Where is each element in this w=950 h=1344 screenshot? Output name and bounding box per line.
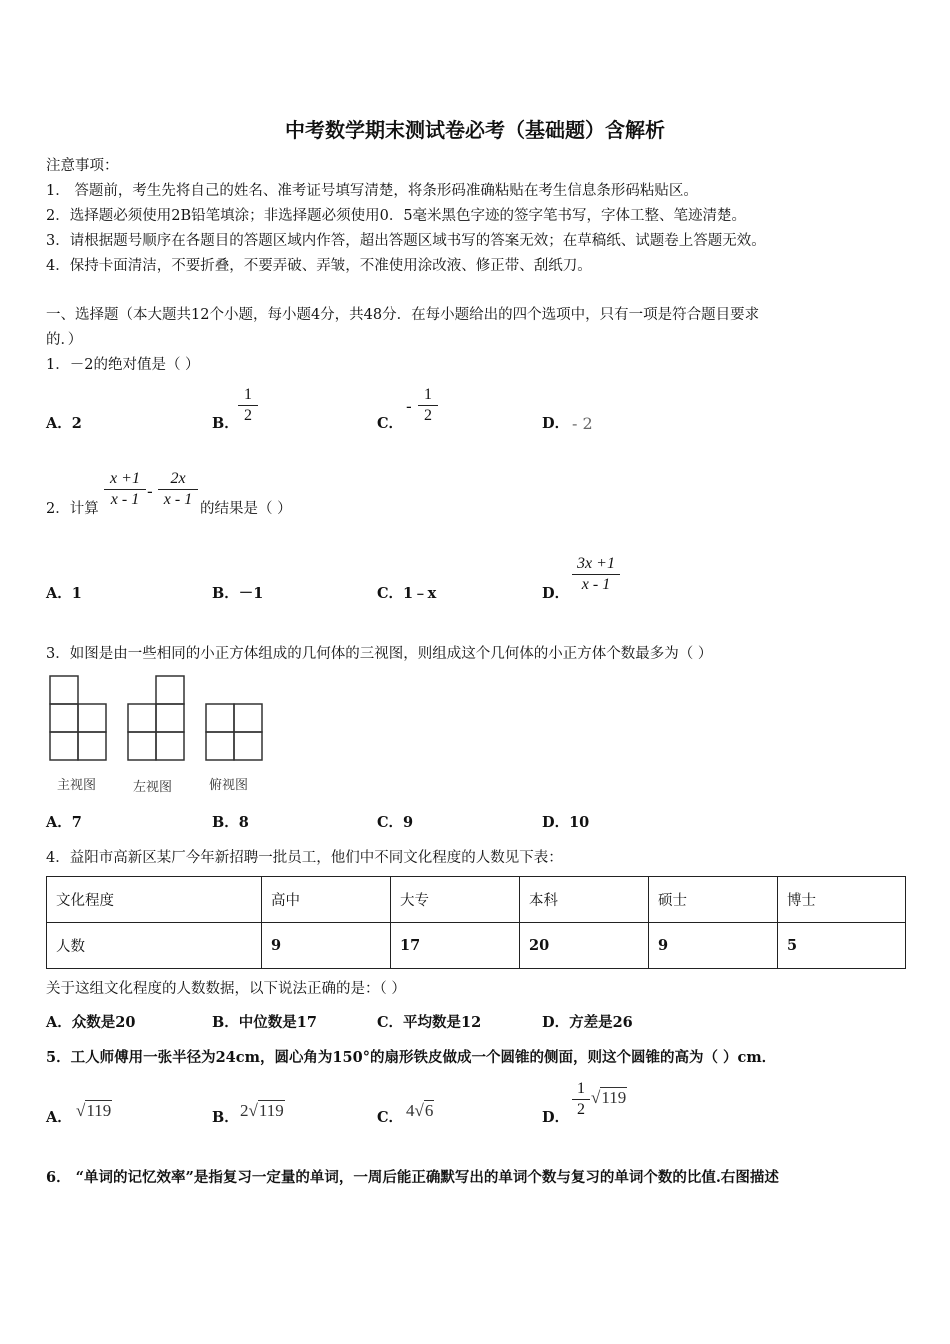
q5-d-denominator: 2 [577, 1101, 585, 1118]
q2-minus-sign: - [147, 482, 153, 502]
q1-b-numerator: 1 [244, 386, 252, 403]
q2-f2-denominator: x - 1 [163, 491, 193, 508]
q5-a-value [76, 1101, 112, 1121]
page-title: 中考数学期末测试卷必考（基础题）含解析 [285, 118, 665, 142]
q3-option-c: C．9 [377, 814, 414, 831]
q5-option-c: C． [377, 1109, 404, 1126]
q5-d-numerator: 1 [577, 1080, 585, 1097]
q4-option-b: B．中位数是17 [212, 1014, 317, 1031]
q5-d-root [591, 1088, 627, 1108]
section-heading-line2: 的．） [46, 332, 83, 348]
table-cell: 人数 [47, 923, 262, 969]
q3-option-b: B．8 [212, 814, 249, 831]
q2-option-d: D． [542, 585, 570, 602]
notice-item-2: 2．选择题必须使用2B铅笔填涂；非选择题必须使用0．5毫米黑色字迹的签字笔书写，字体工整、笔迹清楚。 [46, 208, 747, 224]
q2-fraction-1 [104, 469, 146, 510]
q2-option-b: B．－1 [212, 585, 264, 602]
table-cell: 本科 [520, 877, 649, 923]
q5-a-radicand: 119 [86, 1101, 112, 1120]
q2-fraction-2 [158, 469, 198, 510]
front-view-label: 主视图 [57, 778, 97, 793]
q1-option-b-fraction [238, 385, 258, 426]
q2-prefix: 2．计算 [46, 501, 99, 517]
q5-c-radicand: 6 [424, 1101, 434, 1120]
q4-option-c: C．平均数是12 [377, 1014, 482, 1031]
q1-b-denominator: 2 [244, 407, 252, 424]
q1-option-c: C． [377, 415, 404, 432]
notice-item-3: 3．请根据题号顺序在各题目的答题区域内作答，超出答题区域书写的答案无效；在草稿纸、试题卷上答题无效。 [46, 233, 766, 249]
q2-f1-numerator: x +1 [110, 470, 140, 487]
q1-d-value: - 2 [572, 414, 593, 433]
section-heading-line1: 一、选择题（本大题共12个小题，每小题4分，共48分．在每小题给出的四个选项中，只有一项是符合题目要求 [46, 307, 760, 323]
table-cell: 5 [778, 923, 906, 969]
q2-option-d-fraction [572, 554, 620, 595]
q1-option-d: D． [542, 415, 570, 432]
q5-b-coefficient: 2 [240, 1101, 249, 1120]
table-cell: 博士 [778, 877, 906, 923]
table-cell: 大专 [391, 877, 520, 923]
q5-stem: 5．工人师傅用一张半径为24cm，圆心角为150°的扇形铁皮做成一个圆锥的侧面，则这个圆锥的高为（ ）cm． [46, 1049, 777, 1066]
front-view [50, 676, 106, 760]
q1-c-numerator: 1 [424, 386, 432, 403]
notice-item-1: 1． 答题前，考生先将自己的姓名、准考证号填写清楚，将条形码准确粘贴在考生信息条形码粘贴区。 [46, 183, 698, 199]
sqrt-icon: √ [414, 1101, 424, 1120]
q5-option-a: A． [46, 1109, 72, 1126]
q4-option-d: D．方差是26 [542, 1014, 633, 1031]
left-view [128, 676, 184, 760]
education-table [46, 876, 906, 969]
q2-suffix: 的结果是（ ） [200, 501, 292, 517]
notice-item-4: 4．保持卡面清洁，不要折叠，不要弄破、弄皱，不准使用涂改液、修正带、刮纸刀。 [46, 258, 592, 274]
q2-option-c: C．1﹣x [377, 585, 437, 602]
q3-option-a: A．7 [46, 814, 82, 831]
q5-option-b: B． [212, 1109, 239, 1126]
q5-c-coefficient: 4 [406, 1101, 415, 1120]
table-row [47, 923, 906, 969]
table-cell: 9 [649, 923, 778, 969]
q1-option-b: B． [212, 415, 239, 432]
q2-d-numerator: 3x +1 [577, 555, 615, 572]
q2-f1-denominator: x - 1 [110, 491, 140, 508]
q4-question: 关于这组文化程度的人数数据，以下说法正确的是：（ ） [46, 981, 406, 997]
q6-stem: 6． “单词的记忆效率”是指复习一定量的单词，一周后能正确默写出的单词个数与复习的单词个数的比值.右图描述 [46, 1169, 779, 1186]
table-cell: 高中 [262, 877, 391, 923]
q2-option-a: A．1 [46, 585, 82, 602]
top-view-label: 俯视图 [209, 778, 249, 793]
q3-stem: 3．如图是由一些相同的小正方体组成的几何体的三视图，则组成这个几何体的小正方体个数最多为（ ） [46, 646, 713, 662]
q1-option-c-fraction [418, 385, 438, 426]
q2-f2-numerator: 2x [170, 470, 186, 487]
table-cell: 20 [520, 923, 649, 969]
top-view [206, 704, 262, 760]
table-cell: 文化程度 [47, 877, 262, 923]
q1-option-a: A．2 [46, 415, 82, 432]
sqrt-icon: √ [591, 1088, 601, 1107]
table-cell: 硕士 [649, 877, 778, 923]
q4-stem: 4．益阳市高新区某厂今年新招聘一批员工，他们中不同文化程度的人数见下表： [46, 850, 563, 866]
left-view-label: 左视图 [133, 780, 173, 795]
q5-option-d: D． [542, 1109, 570, 1126]
q1-c-denominator: 2 [424, 407, 432, 424]
q5-d-radicand: 119 [601, 1088, 627, 1107]
table-cell: 9 [262, 923, 391, 969]
sqrt-icon: √ [248, 1101, 258, 1120]
q5-option-d-fraction [572, 1079, 590, 1120]
notice-heading: 注意事项： [46, 158, 119, 174]
q5-b-value [240, 1101, 285, 1121]
q3-option-d: D．10 [542, 814, 590, 831]
q1-c-sign: - [406, 397, 412, 417]
table-header-row [47, 877, 906, 923]
q4-option-a: A．众数是20 [46, 1014, 136, 1031]
q2-d-denominator: x - 1 [581, 576, 611, 593]
q5-b-radicand: 119 [258, 1101, 284, 1120]
q5-c-value [406, 1101, 434, 1121]
table-cell: 17 [391, 923, 520, 969]
q1-stem: 1．－2的绝对值是（ ） [46, 357, 200, 373]
sqrt-icon: √ [76, 1101, 86, 1120]
